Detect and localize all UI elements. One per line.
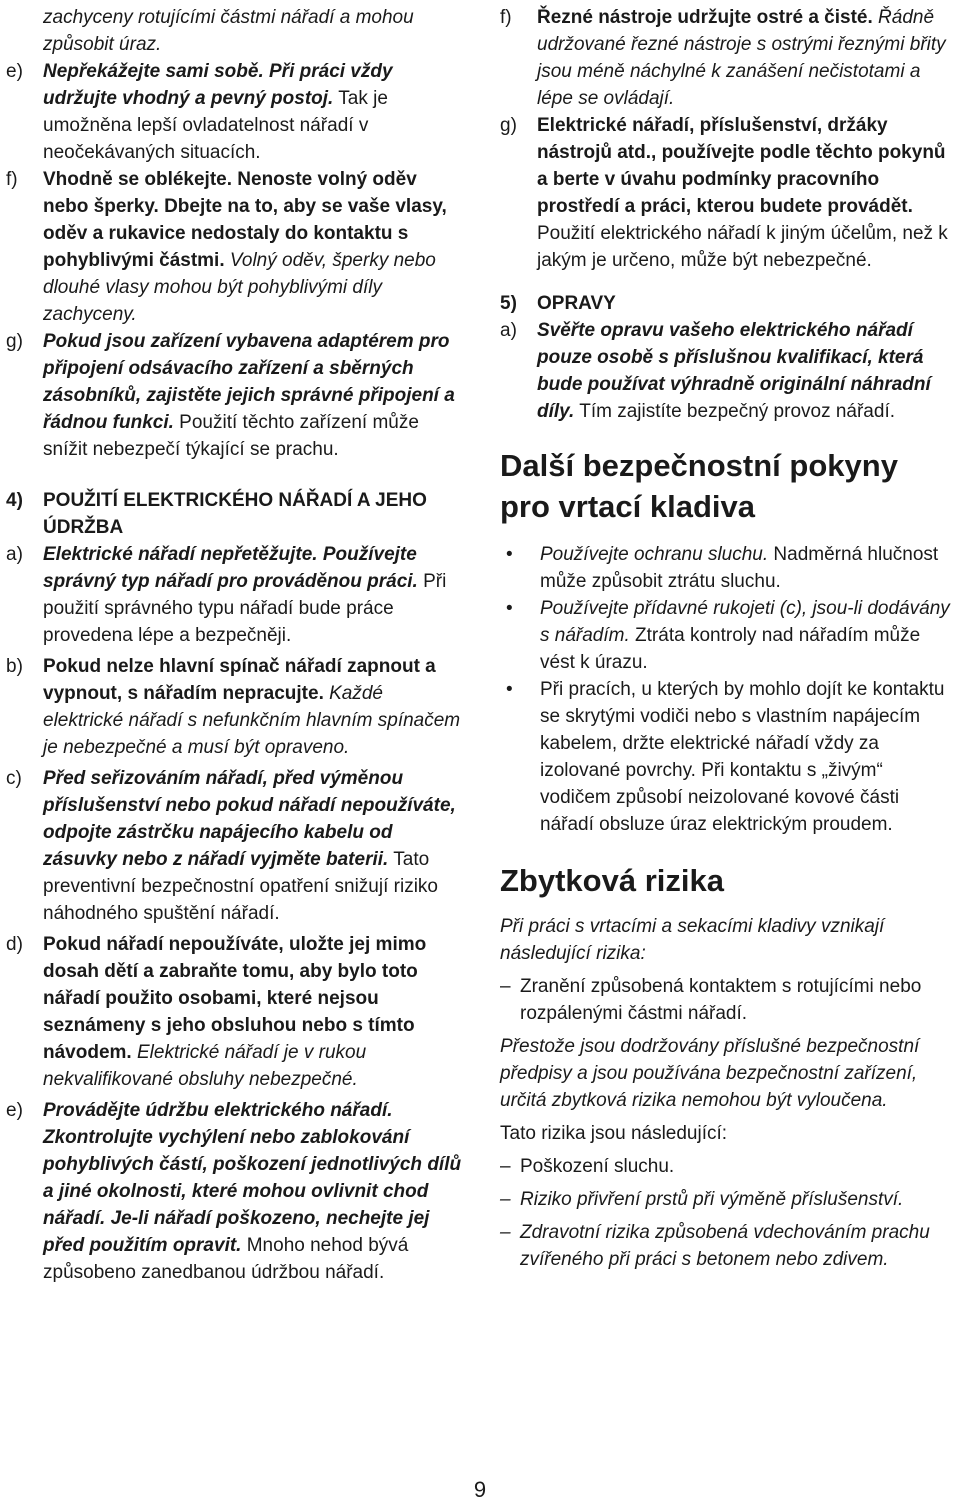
item-label: d) xyxy=(6,934,23,955)
item-a-overload xyxy=(6,541,464,649)
item-label: f) xyxy=(6,169,18,190)
item-f-clothing xyxy=(6,166,464,328)
item-bold: Před seřizováním nářadí, před výměnou příslušenství nebo pokud nářadí nepoužíváte, odpojte zástrčku napájecího kabelu od zásuvky nebo z nářadí vyjměte baterii. xyxy=(43,768,456,870)
dash-text: Poškození sluchu. xyxy=(520,1156,675,1177)
risk-dash-3 xyxy=(500,1186,955,1213)
bullet-normal: Nadměrná hlučnost může způsobit ztrátu sluchu. xyxy=(540,544,939,592)
dash-symbol: – xyxy=(500,1222,511,1243)
item-normal: Tato preventivní bezpečnostní opatření snižují riziko náhodného spuštění nářadí. xyxy=(43,849,438,924)
item-c-disconnect xyxy=(6,765,464,927)
item-bold: Elektrické nářadí nepřetěžujte. Používejte správný typ nářadí pro prováděnou práci. xyxy=(43,544,418,592)
paragraph-list-intro: Tato rizika jsou následující: xyxy=(500,1123,728,1144)
item-bold: Provádějte údržbu elektrického nářadí. Zkontrolujte vychýlení nebo zablokování pohyblivých částí, poškození jednotlivých dílů a jiné okolnosti, které mohou ovlivnit chod nářadí. Je-li nářadí poškozeno, nechejte jej před použitím opravit. xyxy=(43,1100,462,1256)
item-label: e) xyxy=(6,61,23,82)
item-normal: Řádně udržované řezné nástroje s ostrými řeznými břity jsou méně náchylné k zanášení nečistotami a lépe se ovládají. xyxy=(537,7,946,109)
item-bold: Pokud nelze hlavní spínač nářadí zapnout a vypnout, s nářadím nepracujte. xyxy=(43,656,436,704)
section-label: 4) xyxy=(6,490,23,511)
risk-dash-4 xyxy=(500,1219,955,1273)
right-column xyxy=(500,0,955,1273)
item-normal: Volný oděv, šperky nebo dlouhé vlasy mohou být pohyblivými díly zachyceny. xyxy=(43,250,436,325)
bullet-handles xyxy=(500,595,955,676)
intro-text: Při práci s vrtacími a sekacími kladivy vznikají následující rizika: xyxy=(500,916,885,964)
heading-residual-risks: Zbytková rizika xyxy=(500,863,724,898)
bullet-bold: Používejte přídavné rukojeti (c), jsou-li dodávány s nářadím. xyxy=(540,598,950,646)
dash-symbol: – xyxy=(500,976,511,997)
bullet-symbol: • xyxy=(506,598,513,619)
dash-text: Zranění způsobená kontaktem s rotujícími nebo rozpálenými částmi nářadí. xyxy=(520,976,922,1024)
item-normal: Každé elektrické nářadí s nefunkčním hlavním spínačem je nebezpečné a musí být opraveno. xyxy=(43,683,461,758)
bullet-symbol: • xyxy=(506,679,513,700)
item-label: f) xyxy=(500,7,512,28)
item-normal: Elektrické nářadí je v rukou nekvalifikované obsluhy nebezpečné. xyxy=(43,1042,367,1090)
item-label: c) xyxy=(6,768,22,789)
bullet-symbol: • xyxy=(506,544,513,565)
item-continuation xyxy=(6,4,464,58)
risk-dash-1 xyxy=(500,973,955,1027)
item-label: g) xyxy=(500,115,517,136)
item-d-storage xyxy=(6,931,464,1093)
item-label: e) xyxy=(6,1100,23,1121)
item-bold: Svěřte opravu vašeho elektrického nářadí pouze osobě s příslušnou kvalifikací, která bude používat výhradně originální náhradní díly. xyxy=(537,320,931,422)
risk-dash-2 xyxy=(500,1153,955,1180)
item-bold: Pokud nářadí nepoužíváte, uložte jej mimo dosah dětí a zabraňte tomu, aby bylo toto nářadí použito osobami, které nejsou seznámeny s jeho obsluhou nebo s tímto návodem. xyxy=(43,934,427,1063)
item-bold: Řezné nástroje udržujte ostré a čisté. xyxy=(537,7,873,28)
bullet-bold: Při pracích, u kterých by mohlo dojít ke kontaktu se skrytými vodiči nebo s vlastním napájecím kabelem, držte elektrické nářadí vždy za izolované povrchy. xyxy=(540,679,945,781)
dash-text: Riziko přivření prstů při výměně příslušenství. xyxy=(520,1189,904,1210)
item-label: g) xyxy=(6,331,23,352)
item-normal: Tak je umožněna lepší ovladatelnost nářadí v neočekávaných situacích. xyxy=(43,88,388,163)
item-label: a) xyxy=(500,320,517,341)
item-bold: Nepřekážejte sami sobě. Při práci vždy udržujte vhodný a pevný postoj. xyxy=(43,61,393,109)
item-normal: Při použití správného typu nářadí bude práce provedena lépe a bezpečněji. xyxy=(43,571,447,646)
paragraph-residual: Přestože jsou dodržovány příslušné bezpečnostní předpisy a jsou používána bezpečnostní zařízení, určitá zbytková rizika nemohou být vyloučena. xyxy=(500,1036,920,1111)
item-bold: Vhodně se oblékejte. Nenoste volný oděv nebo šperky. Dbejte na to, aby se vaše vlasy, oděv a rukavice nedostaly do kontaktu s pohyblivými částmi. xyxy=(43,169,447,271)
continuation-text: zachyceny rotujícími částmi nářadí a mohou způsobit úraz. xyxy=(43,7,414,55)
item-a-repairs xyxy=(500,317,955,425)
item-normal: Použití elektrického nářadí k jiným účelům, než k jakým je určeno, může být nebezpečné. xyxy=(537,223,948,271)
item-normal: Tím zajistíte bezpečný provoz nářadí. xyxy=(574,401,896,422)
bullet-bold: Používejte ochranu sluchu. xyxy=(540,544,769,565)
intro-paragraph xyxy=(500,913,955,967)
item-g-dust xyxy=(6,328,464,463)
item-bold: Elektrické nářadí, příslušenství, držáky nástrojů atd., používejte podle těchto pokynů a berte v úvahu podmínky pracovního prostředí a práci, kterou budete provádět. xyxy=(537,115,946,217)
section-title: POUŽITÍ ELEKTRICKÉHO NÁŘADÍ A JEHO ÚDRŽBA xyxy=(43,490,427,538)
item-e-maintenance xyxy=(6,1097,464,1286)
item-bold: Pokud jsou zařízení vybavena adaptérem pro připojení odsávacího zařízení a sběrných zásobníků, zajistěte jejich správné připojení a řádnou funkci. xyxy=(43,331,455,433)
item-b-switch xyxy=(6,653,464,761)
bullet-normal: Ztráta kontroly nad nářadím může vést k úrazu. xyxy=(540,625,921,673)
section-4-heading xyxy=(6,487,464,541)
section-5-heading xyxy=(500,290,955,317)
section-title: OPRAVY xyxy=(537,293,616,314)
item-label: b) xyxy=(6,656,23,677)
section-label: 5) xyxy=(500,293,517,314)
item-f-cutting-tools xyxy=(500,4,955,112)
dash-symbol: – xyxy=(500,1156,511,1177)
bullet-hidden-wires xyxy=(500,676,955,838)
heading-hammer-safety: Další bezpečnostní pokyny pro vrtací kladiva xyxy=(500,448,898,524)
item-normal: Použití těchto zařízení může snížit nebezpečí týkající se prachu. xyxy=(43,412,419,460)
item-normal: Mnoho nehod bývá způsobeno zanedbanou údržbou nářadí. xyxy=(43,1235,409,1283)
page-number: 9 xyxy=(473,1477,487,1502)
item-g-accessories xyxy=(500,112,955,274)
bullet-hearing xyxy=(500,541,955,595)
item-e-posture xyxy=(6,58,464,166)
item-label: a) xyxy=(6,544,23,565)
dash-text: Zdravotní rizika způsobená vdechováním prachu zvířeného při práci s betonem nebo zdivem. xyxy=(520,1222,930,1270)
bullet-normal: Při kontaktu s „živým“ vodičem způsobí neizolované kovové části nářadí obsluze úraz elektrickým proudem. xyxy=(540,760,900,835)
dash-symbol: – xyxy=(500,1189,511,1210)
left-column xyxy=(6,0,464,1286)
